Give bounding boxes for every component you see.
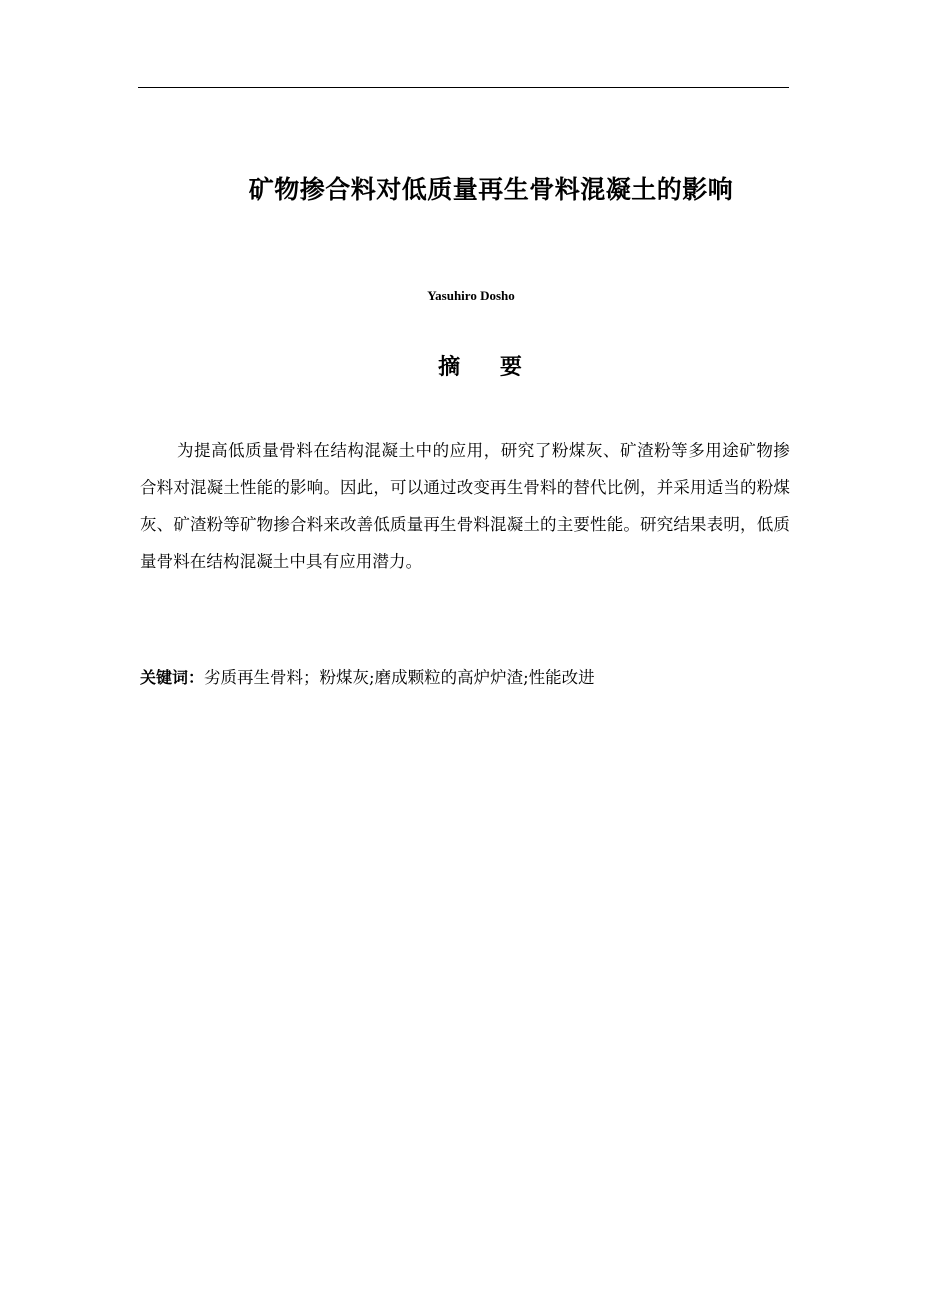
author-name: Yasuhiro Dosho [427, 288, 515, 303]
keywords-label: 关键词： [140, 668, 205, 687]
abstract-body: 为提高低质量骨料在结构混凝土中的应用，研究了粉煤灰、矿渣粉等多用途矿物掺合料对混凝土性能的影响。因此，可以通过改变再生骨料的替代比例，并采用适当的粉煤灰、矿渣粉等矿物掺合料来改善低质量再生骨料混凝土的主要性能。研究结果表明，低质量骨料在结构混凝土中具有应用潜力。 [140, 441, 790, 571]
keywords-text: 劣质再生骨料；粉煤灰;磨成颗粒的高炉炉渣;性能改进 [204, 668, 595, 687]
header-rule [138, 87, 789, 88]
paper-title: 矿物掺合料对低质量再生骨料混凝土的影响 [248, 175, 734, 204]
abstract-heading: 摘 要 [438, 355, 538, 380]
keywords-line [140, 664, 790, 692]
